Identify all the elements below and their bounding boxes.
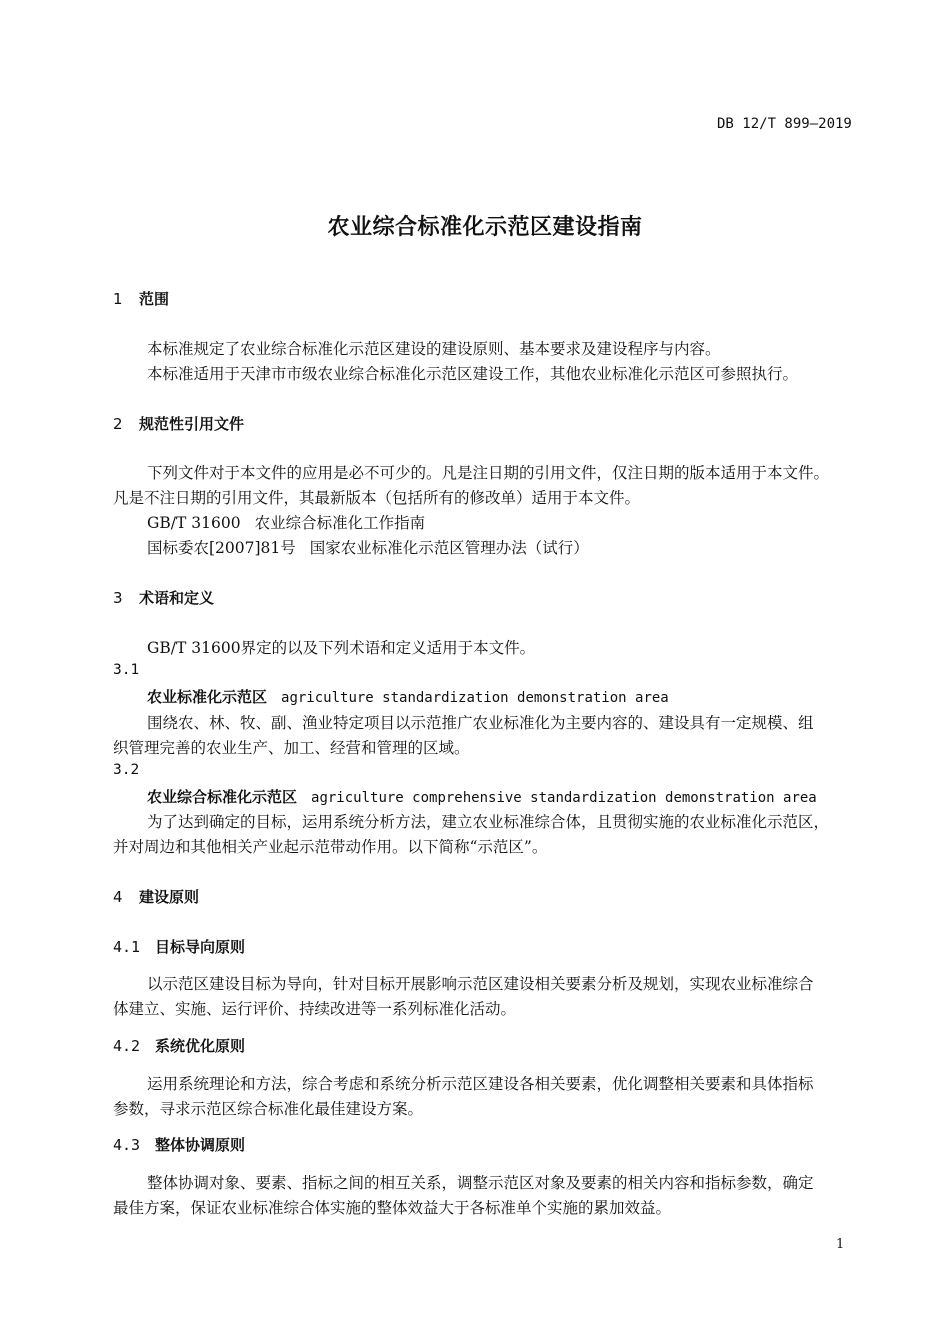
document-code: DB 12/T 899—2019 (717, 116, 852, 132)
section-title: 规范性引用文件 (139, 415, 245, 433)
normative-reference (147, 536, 589, 558)
term-entry (147, 786, 817, 807)
term-entry (147, 686, 669, 707)
section-4-heading (113, 886, 199, 907)
subsection-4-3-heading (113, 1134, 245, 1155)
subsection-number: 4.2 (113, 1037, 141, 1055)
subsection-4-1-heading (113, 936, 245, 957)
term-definition-continuation: 并对周边和其他相关产业起示范带动作用。以下简称“示范区”。 (113, 838, 548, 856)
term-definition: 为了达到确定的目标，运用系统分析方法，建立农业标准综合体，且贯彻实施的农业标准化示范区， (147, 813, 830, 831)
subsection-title: 目标导向原则 (155, 938, 246, 956)
reference-code: GB/T 31600 (147, 514, 241, 532)
term-number: 3.2 (113, 762, 140, 778)
subsection-number: 4.1 (113, 938, 141, 956)
section-title: 建设原则 (139, 888, 200, 906)
page-number: 1 (836, 1237, 845, 1252)
paragraph: GB/T 31600界定的以及下列术语和定义适用于本文件。 (147, 639, 536, 657)
document-title: 农业综合标准化示范区建设指南 (327, 215, 643, 240)
term-definition-continuation: 织管理完善的农业生产、加工、经营和管理的区域。 (113, 739, 470, 757)
term-english: agriculture comprehensive standardization demonstration area (311, 790, 817, 806)
subsection-title: 系统优化原则 (155, 1037, 246, 1055)
paragraph-continuation: 参数，寻求示范区综合标准化最佳建设方案。 (113, 1100, 424, 1118)
subsection-number: 4.3 (113, 1136, 141, 1154)
reference-code: 国标委农[2007]81号 (147, 539, 296, 557)
paragraph: 本标准规定了农业综合标准化示范区建设的建设原则、基本要求及建设程序与内容。 (147, 340, 721, 358)
paragraph-continuation: 凡是不注日期的引用文件，其最新版本（包括所有的修改单）适用于本文件。 (113, 489, 641, 507)
term-chinese: 农业综合标准化示范区 (147, 788, 298, 806)
section-2-heading (113, 413, 244, 434)
section-title: 范围 (139, 290, 170, 308)
section-number: 3 (113, 589, 123, 607)
paragraph: 整体协调对象、要素、指标之间的相互关系，调整示范区对象及要素的相关内容和指标参数，确定 (147, 1174, 814, 1192)
section-title: 术语和定义 (139, 589, 215, 607)
term-english: agriculture standardization demonstration area (281, 690, 669, 706)
paragraph-continuation: 体建立、实施、运行评价、持续改进等一系列标准化活动。 (113, 1000, 517, 1018)
section-number: 2 (113, 415, 123, 433)
subsection-title: 整体协调原则 (155, 1136, 246, 1154)
section-number: 4 (113, 888, 123, 906)
reference-title: 农业综合标准化工作指南 (254, 514, 426, 532)
paragraph: 运用系统理论和方法，综合考虑和系统分析示范区建设各相关要素，优化调整相关要素和具体指标 (147, 1075, 814, 1093)
term-definition: 围绕农、林、牧、副、渔业特定项目以示范推广农业标准化为主要内容的、建设具有一定规模、组 (147, 714, 814, 732)
reference-title: 国家农业标准化示范区管理办法（试行） (309, 539, 589, 557)
subsection-4-2-heading (113, 1035, 245, 1056)
paragraph: 本标准适用于天津市市级农业综合标准化示范区建设工作，其他农业标准化示范区可参照执行。 (147, 365, 799, 383)
paragraph-continuation: 最佳方案，保证农业标准综合体实施的整体效益大于各标准单个实施的累加效益。 (113, 1199, 672, 1217)
section-number: 1 (113, 290, 123, 308)
section-3-heading (113, 587, 214, 608)
section-1-heading (113, 288, 169, 309)
paragraph: 以示范区建设目标为导向，针对目标开展影响示范区建设相关要素分析及规划，实现农业标准综合 (147, 975, 814, 993)
paragraph: 下列文件对于本文件的应用是必不可少的。凡是注日期的引用文件，仅注日期的版本适用于本文件。 (147, 464, 830, 482)
term-number: 3.1 (113, 662, 140, 678)
normative-reference (147, 511, 425, 533)
term-chinese: 农业标准化示范区 (147, 688, 268, 706)
